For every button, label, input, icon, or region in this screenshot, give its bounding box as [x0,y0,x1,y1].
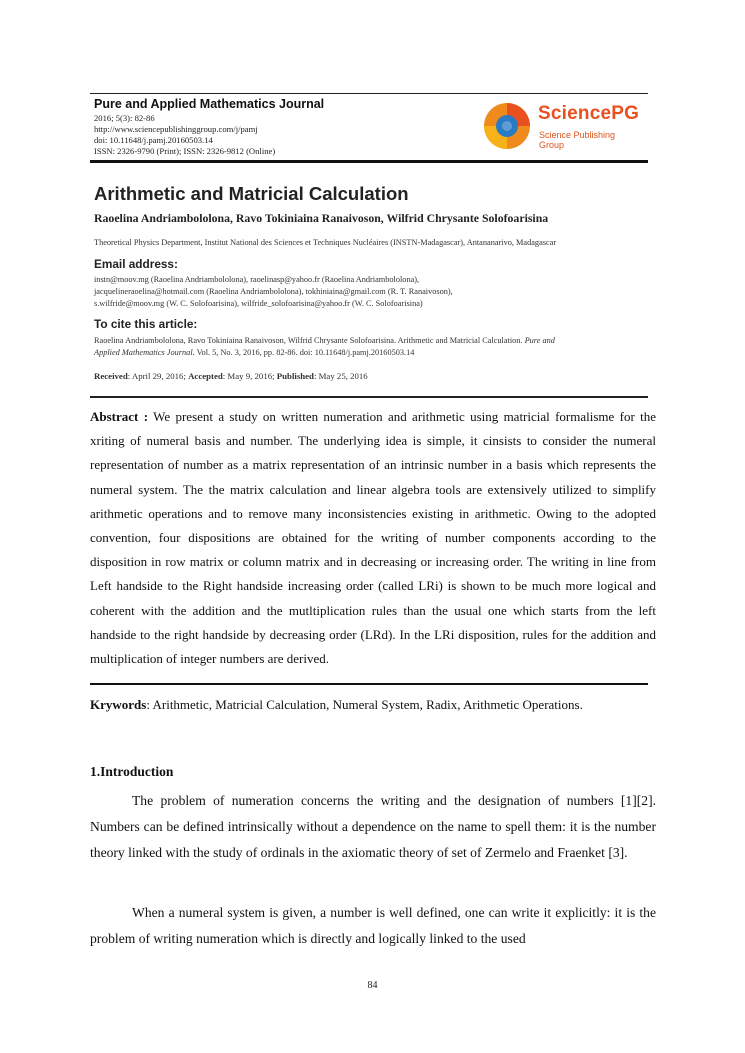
intro-paragraph-1 [90,788,656,866]
abstract-text: We present a study on written numeration and arithmetic using matricial formalisme for the xriting of numeral basis and number. The underlying idea is simple, it cinsists to consider the numeral representation of number as a matrix representation of an intrinsic number in a basis which represents the numeral system. The the matrix calculation and linear algebra tools are extensively utilized to simplify arithmetic operations and to remove many inconsistencies existing in arithmetic. Owing to the adopted convention, four dispositions are obtained for the writing of number components according to the disposition in row matrix or column matrix and in decreasing or increasing order. The writing in line from Left handside to the Right handside increasing order (called LRi) is shown to be much more logical and coherent with the addition and the mutltiplication rules than the usual one which starts from the left handside to the right handside by decreasing order (LRd). In the LRi disposition, rules for the addition and multiplication of integer numbers are derived. [90,409,656,667]
publication-dates [94,371,368,381]
header-section-rule [90,396,648,398]
paragraph-text: The problem of numeration concerns the writing and the designation of numbers [1][2]. Numbers can be defined intrinsically without a dependence on the name to spell them: it is the number theory linked with the study of ordinals in the axiomatic theory of set of Zermelo and Fraenket [3]. [90,793,656,860]
cite-line-2 [94,347,414,358]
journal-doi: doi: 10.11648/j.pamj.20160503.14 [94,135,213,145]
journal-issn: ISSN: 2326-9790 (Print); ISSN: 2326-9812 (Online) [94,146,276,156]
email-heading: Email address: [94,257,178,271]
section-heading-introduction: 1.Introduction [90,764,174,779]
page-number: 84 [367,980,378,991]
email-line[interactable]: s.wilfride@moov.mg (W. C. Solofoarisina), wilfride_solofoarisina@yahoo.fr (W. C. Solofoarisina) [94,299,423,308]
cite-journal: Pure and [524,336,555,345]
keywords-label: Krywords [90,697,147,712]
cite-heading: To cite this article: [94,317,198,331]
accepted-label: Accepted [188,371,223,381]
abstract [90,405,656,671]
paragraph-text: When a numeral system is given, a number is well defined, one can write it explicitly: it is the problem of writing numeration which is directly and logically linked to the used [90,905,656,946]
email-line[interactable]: jacquelineraoelina@hotmail.com (Raoelina Andriambololona), tokhiniaina@gmail.com (R. T. Ranaivoson), [94,287,453,296]
email-line[interactable]: instn@moov.mg (Raoelina Andriambololona), raoelinasp@yahoo.fr (Raoelina Andriambololona), [94,275,420,284]
published-date: : May 25, 2016 [313,371,368,381]
received-label: Received [94,371,128,381]
article-authors: Raoelina Andriambololona, Ravo Tokiniaina Ranaivoson, Wilfrid Chrysante Solofoarisina [94,211,549,225]
cite-text: Raoelina Andriambololona, Ravo Tokiniaina Ranaivoson, Wilfrid Chrysante Solofoarisina. Arithmetic and Matricial Calculation. [94,336,525,345]
journal-name: Pure and Applied Mathematics Journal [94,97,325,111]
intro-paragraph-2 [90,900,656,952]
journal-issue: 2016; 5(3): 82-86 [94,113,155,123]
logo-subtitle: Science Publishing Group [539,130,616,150]
abstract-label: Abstract : [90,409,149,424]
logo-name: SciencePG [538,103,640,124]
article-affiliation: Theoretical Physics Department, Institut National des Sciences et Techniques Nucléaires (INSTN-Madagascar), Antananarivo, Madagascar [94,238,557,247]
header-top-rule [90,93,648,94]
header-bottom-rule [90,160,648,163]
abstract-rule [90,683,648,685]
article-title: Arithmetic and Matricial Calculation [94,183,409,204]
accepted-date: : May 9, 2016; [222,371,277,381]
received-date: : April 29, 2016; [127,371,189,381]
keywords-text: : Arithmetic, Matricial Calculation, Numeral System, Radix, Arithmetic Operations. [146,697,583,712]
published-label: Published [276,371,314,381]
sciencepg-logo [482,99,642,155]
cite-text: . Vol. 5, No. 3, 2016, pp. 82-86. doi: 10.11648/j.pamj.20160503.14 [192,348,415,357]
journal-url[interactable]: http://www.sciencepublishinggroup.com/j/pamj [94,124,258,134]
keywords [90,697,583,713]
sciencepg-logo-icon [482,101,532,151]
cite-line-1 [94,335,555,346]
cite-journal: Applied Mathematics Journal [94,348,193,357]
